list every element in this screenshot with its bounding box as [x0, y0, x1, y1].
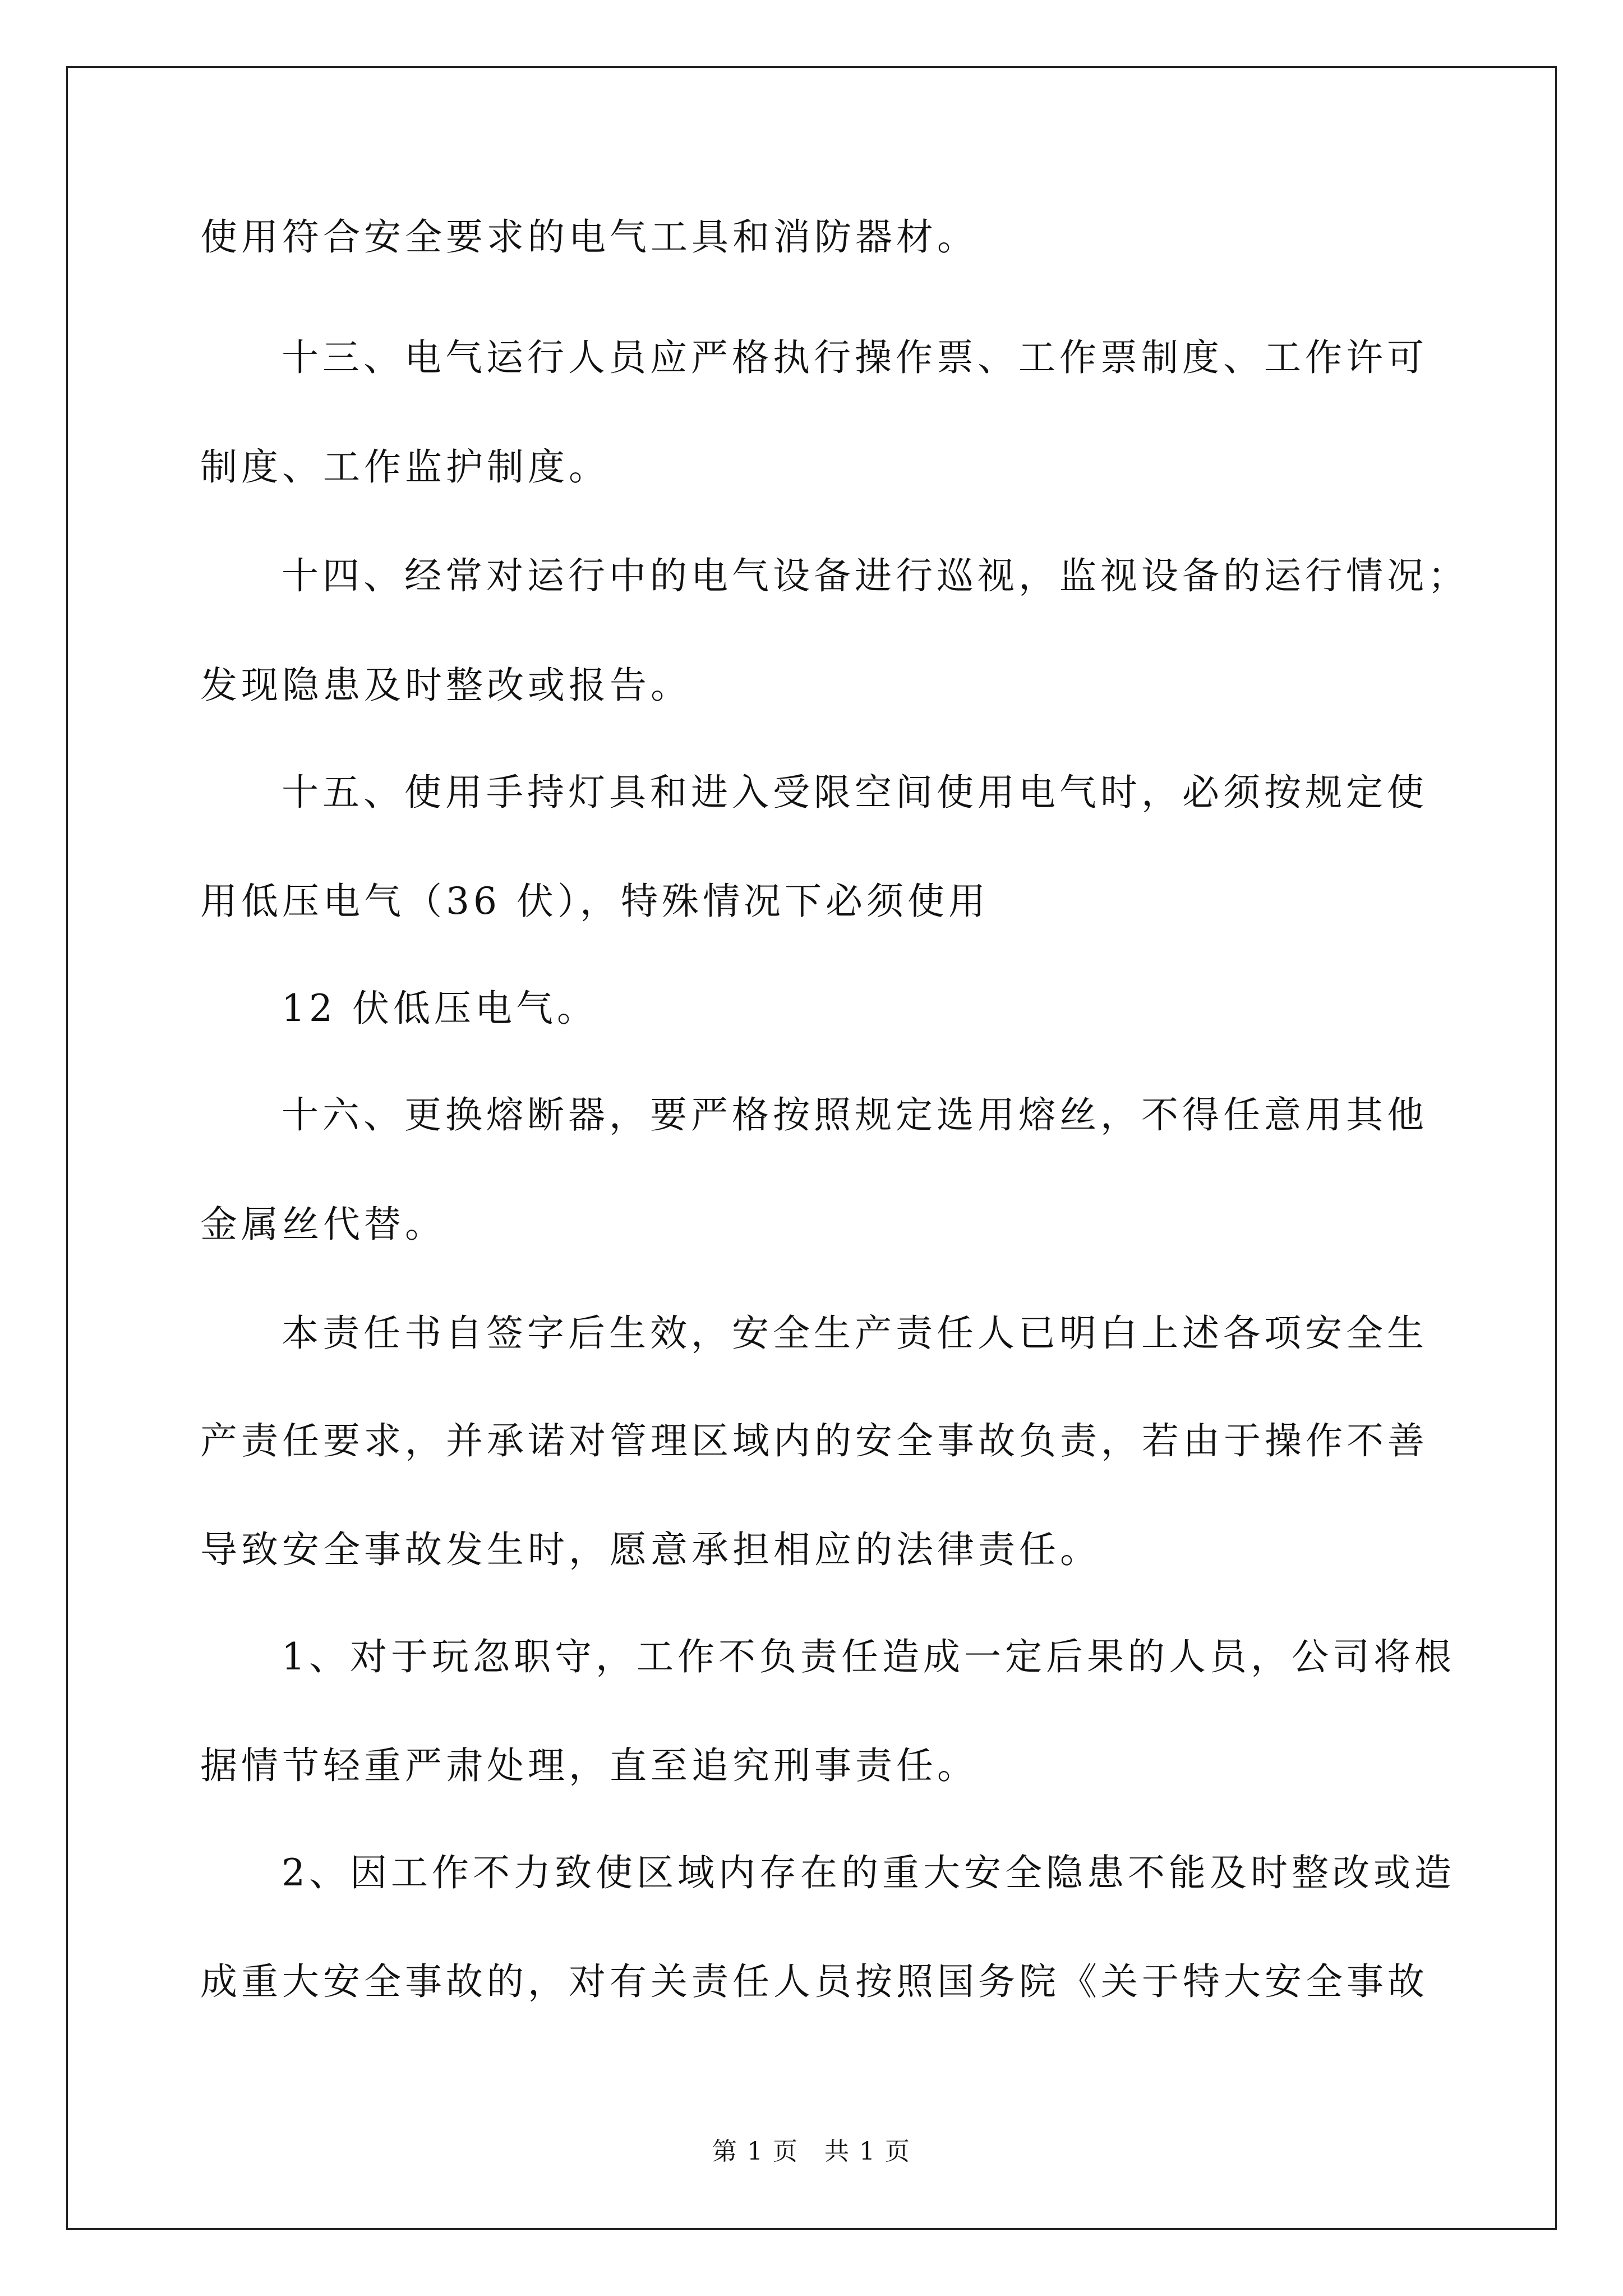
text-line: 12 伏低压电气。	[282, 987, 598, 1030]
text-line: 据情节轻重严肃处理，直至追究刑事责任。	[200, 1744, 978, 1787]
text-line: 制度、工作监护制度。	[200, 445, 610, 489]
text-line: 十三、电气运行人员应严格执行操作票、工作票制度、工作许可	[282, 336, 1428, 379]
text-line: 产责任要求，并承诺对管理区域内的安全事故负责，若由于操作不善	[200, 1419, 1428, 1462]
text-line: 本责任书自签字后生效，安全生产责任人已明白上述各项安全生	[282, 1312, 1428, 1355]
text-line: 金属丝代替。	[200, 1203, 446, 1246]
text-line: 2、因工作不力致使区域内存在的重大安全隐患不能及时整改或造	[282, 1851, 1455, 1894]
text-line: 发现隐患及时整改或报告。	[200, 664, 691, 707]
page-border	[66, 66, 1557, 2230]
text-line: 导致安全事故发生时，愿意承担相应的法律责任。	[200, 1528, 1101, 1571]
text-line: 用低压电气（36 伏），特殊情况下必须使用	[200, 880, 989, 923]
text-line: 成重大安全事故的，对有关责任人员按照国务院《关于特大安全事故	[200, 1960, 1428, 2003]
text-line: 十四、经常对运行中的电气设备进行巡视，监视设备的运行情况；	[282, 554, 1469, 597]
text-line: 十五、使用手持灯具和进入受限空间使用电气时，必须按规定使	[282, 771, 1428, 814]
text-line: 使用符合安全要求的电气工具和消防器材。	[200, 215, 978, 259]
text-line: 十六、更换熔断器，要严格按照规定选用熔丝，不得任意用其他	[282, 1093, 1428, 1137]
page-footer: 第 1 页 共 1 页	[712, 2137, 911, 2166]
text-line: 1、对于玩忽职守，工作不负责任造成一定后果的人员，公司将根	[282, 1635, 1455, 1678]
